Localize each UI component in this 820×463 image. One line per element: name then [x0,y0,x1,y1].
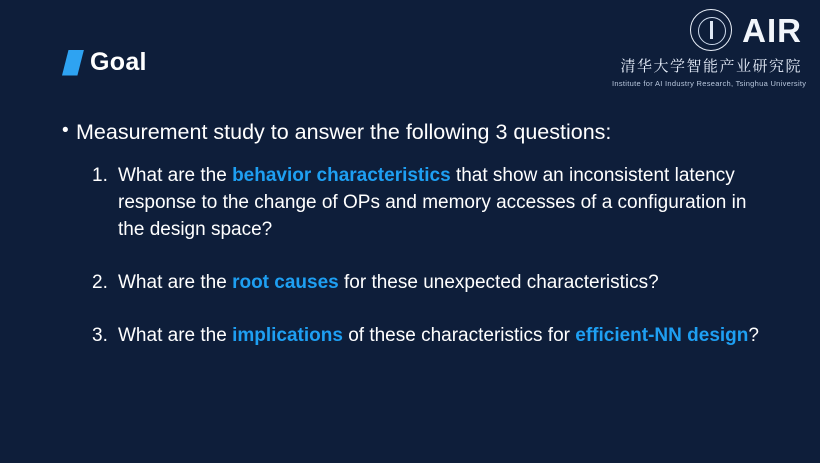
list-item [92,270,772,297]
text-run-highlight: implications [232,324,343,346]
page-title: Goal [90,48,147,76]
text-run-highlight: root causes [232,271,339,293]
text-run: What are the [118,324,233,346]
logo-english-name: Institute for AI Industry Research, Tsinghua University [612,79,807,88]
text-run-highlight: efficient-NN design [575,324,749,346]
list-item-marker: 2. [92,271,108,293]
institution-logo [612,8,807,88]
slide-title-row [62,48,147,77]
slide-body [62,118,772,350]
text-run: ? [748,324,759,346]
air-wordmark: AIR [742,11,802,49]
list-item-text [118,323,772,350]
question-list [62,163,772,350]
text-run: What are the [118,165,233,187]
text-run-highlight: behavior characteristics [232,165,451,187]
list-item [92,323,772,350]
logo-top-row [612,8,802,52]
tsinghua-seal-icon [690,9,732,51]
text-run: of these characteristics for [342,324,576,346]
list-item-marker: 3. [92,324,108,346]
list-item-marker: 1. [92,165,108,187]
list-item-text [118,270,772,297]
main-bullet [62,118,772,147]
text-run: that show an inconsistent latency response to the change of OPs and memory accesses of a configuration in the design space? [118,165,747,240]
text-run: What are the [118,271,233,293]
title-marker-icon [62,50,84,76]
main-bullet-text: Measurement study to answer the following 3 questions: [76,120,612,144]
list-item [92,163,772,244]
logo-chinese-name: 清华大学智能产业研究院 [620,58,802,75]
bullet-dot-icon: • [62,120,69,141]
list-item-text [118,163,772,244]
text-run: for these unexpected characteristics? [338,271,659,293]
